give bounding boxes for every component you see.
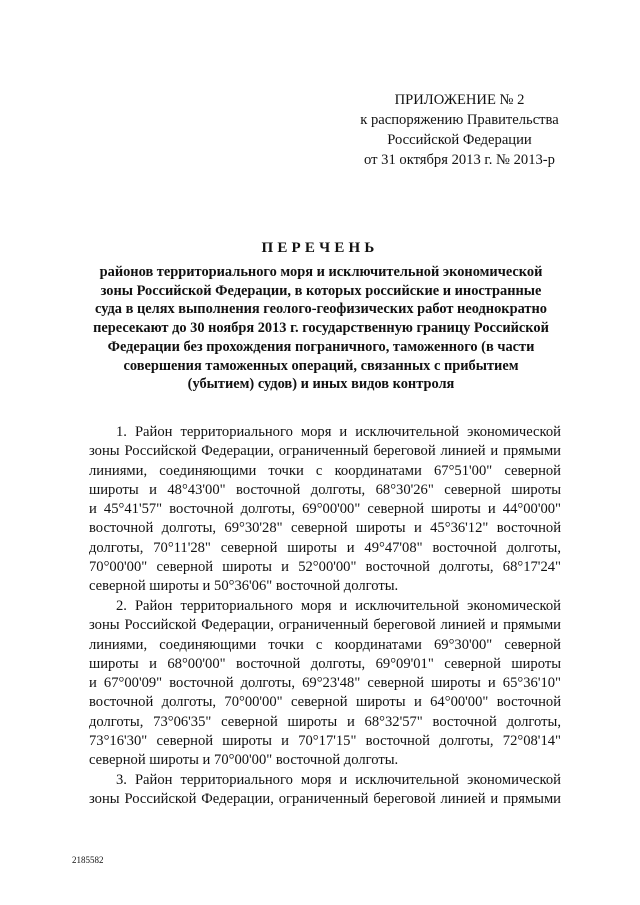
subtitle-line: зоны Российской Федерации, в которых российские и иностранные bbox=[100, 282, 542, 299]
paragraph-line: широты и 48°43'00" восточной долготы, 68°30'26" северной широты bbox=[89, 481, 561, 498]
paragraph-line: 1. Район территориального моря и исключительной экономической bbox=[116, 424, 561, 440]
paragraph-line: северной широты и 70°00'00" восточной долготы. bbox=[89, 752, 399, 769]
subtitle-line: совершения таможенных операций, связанных с прибытием bbox=[123, 357, 519, 374]
paragraph-1 bbox=[89, 423, 561, 597]
appendix-header bbox=[347, 90, 572, 170]
paragraph-line: 2. Район территориального моря и исключительной экономической bbox=[116, 598, 561, 614]
document-code: 2185582 bbox=[72, 855, 104, 865]
paragraph-line: линиями, соединяющими точки с координатами 69°30'00" северной bbox=[89, 636, 561, 653]
paragraph-2 bbox=[89, 597, 561, 771]
appendix-order-ref: к распоряжению Правительства bbox=[360, 112, 559, 128]
paragraph-line: северной широты и 50°36'06" восточной долготы. bbox=[89, 578, 399, 595]
subtitle-line: (убытием) судов) и иных видов контроля bbox=[187, 376, 455, 393]
appendix-number: ПРИЛОЖЕНИЕ № 2 bbox=[394, 92, 525, 108]
subtitle-line: пересекают до 30 ноября 2013 г. государственную границу Российской bbox=[93, 320, 549, 337]
appendix-date: от 31 октября 2013 г. № 2013-р bbox=[364, 152, 555, 168]
paragraph-line: 73°16'30" северной широты и 70°17'15" восточной долготы, 72°08'14" bbox=[89, 733, 561, 750]
document-subtitle bbox=[86, 263, 556, 394]
paragraph-line: 70°00'00" северной широты и 52°00'00" восточной долготы, 68°17'24" bbox=[89, 559, 561, 576]
paragraph-line: 3. Район территориального моря и исключительной экономической bbox=[116, 772, 561, 788]
paragraph-line: зоны Российской Федерации, ограниченный береговой линией и прямыми bbox=[89, 443, 561, 460]
subtitle-line: суда в целях выполнения геолого-геофизических работ неоднократно bbox=[95, 301, 547, 318]
document-title: ПЕРЕЧЕНЬ bbox=[261, 240, 379, 256]
subtitle-line: районов территориального моря и исключительной экономической bbox=[99, 264, 543, 280]
paragraph-line: широты и 68°00'00" восточной долготы, 69°09'01" северной широты bbox=[89, 655, 561, 672]
subtitle-line: Федерации без прохождения пограничного, таможенного (в части bbox=[107, 338, 535, 355]
paragraph-line: восточной долготы, 70°00'00" северной широты и 64°00'00" восточной bbox=[89, 694, 561, 711]
paragraph-line: восточной долготы, 69°30'28" северной широты и 45°36'12" восточной bbox=[89, 520, 561, 537]
paragraph-line: и 67°00'09" восточной долготы, 69°23'48" северной широты и 65°36'10" bbox=[89, 675, 561, 692]
paragraph-line: долготы, 70°11'28" северной широты и 49°47'08" восточной долготы, bbox=[89, 539, 561, 556]
paragraph-line: и 45°41'57" восточной долготы, 69°00'00" северной широты и 44°00'00" bbox=[89, 501, 561, 518]
paragraph-3 bbox=[89, 771, 561, 810]
paragraph-line: зоны Российской Федерации, ограниченный береговой линией и прямыми bbox=[89, 791, 561, 808]
paragraph-line: долготы, 73°06'35" северной широты и 68°32'57" восточной долготы, bbox=[89, 713, 561, 730]
paragraph-line: зоны Российской Федерации, ограниченный береговой линией и прямыми bbox=[89, 617, 561, 634]
paragraph-line: линиями, соединяющими точки с координатами 67°51'00" северной bbox=[89, 462, 561, 479]
appendix-government: Российской Федерации bbox=[387, 132, 532, 148]
